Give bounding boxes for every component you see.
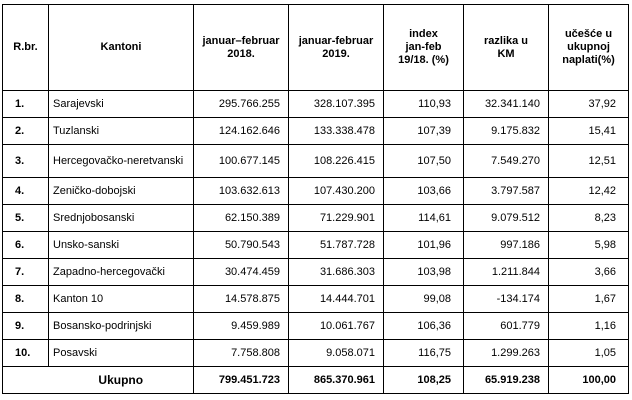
canton-name: Zapadno-hercegovački — [49, 259, 194, 286]
table-row — [3, 286, 629, 313]
share-value: 12,51 — [549, 145, 629, 178]
difference-value: 7.549.270 — [464, 145, 549, 178]
table-row — [3, 313, 629, 340]
value-2019: 108.226.415 — [289, 145, 384, 178]
value-2018: 100.677.145 — [194, 145, 289, 178]
index-value: 101,96 — [384, 232, 464, 259]
value-2018: 30.474.459 — [194, 259, 289, 286]
difference-value: 3.797.587 — [464, 178, 549, 205]
index-value: 103,98 — [384, 259, 464, 286]
row-number: 7. — [3, 259, 49, 286]
value-2018: 7.758.808 — [194, 340, 289, 367]
canton-name: Unsko-sanski — [49, 232, 194, 259]
row-number: 6. — [3, 232, 49, 259]
value-2019: 71.229.901 — [289, 205, 384, 232]
header-jan-feb-2019 — [289, 5, 384, 91]
value-2018: 124.162.646 — [194, 118, 289, 145]
value-2018: 9.459.989 — [194, 313, 289, 340]
difference-value: 9.079.512 — [464, 205, 549, 232]
share-value: 1,67 — [549, 286, 629, 313]
value-2019: 14.444.701 — [289, 286, 384, 313]
header-ucesce-line3: naplati(%) — [562, 54, 615, 66]
header-row — [3, 5, 629, 91]
row-number: 3. — [3, 145, 49, 178]
value-2018: 103.632.613 — [194, 178, 289, 205]
total-2019: 865.370.961 — [289, 367, 384, 394]
header-ucesce-line2: ukupnoj — [567, 41, 610, 53]
header-rbr: R.br. — [3, 5, 49, 91]
total-index: 108,25 — [384, 367, 464, 394]
table-row — [3, 205, 629, 232]
canton-name: Tuzlanski — [49, 118, 194, 145]
row-number: 10. — [3, 340, 49, 367]
value-2019: 328.107.395 — [289, 91, 384, 118]
header-kantoni: Kantoni — [49, 5, 194, 91]
value-2018: 62.150.389 — [194, 205, 289, 232]
canton-name: Hercegovačko-neretvanski — [49, 145, 194, 178]
table-body — [3, 91, 629, 367]
header-index-line2: jan-feb — [405, 41, 442, 53]
difference-value: 1.299.263 — [464, 340, 549, 367]
difference-value: 997.186 — [464, 232, 549, 259]
header-index-line3: 19/18. (%) — [398, 54, 449, 66]
canton-name: Posavski — [49, 340, 194, 367]
row-number: 4. — [3, 178, 49, 205]
header-jan-feb-2018-line1: januar–februar — [202, 34, 280, 47]
table-row — [3, 91, 629, 118]
index-value: 106,36 — [384, 313, 464, 340]
share-value: 5,98 — [549, 232, 629, 259]
share-value: 12,42 — [549, 178, 629, 205]
difference-value: 1.211.844 — [464, 259, 549, 286]
header-jan-feb-2019-line1: januar-februar — [298, 34, 374, 47]
difference-value: -134.174 — [464, 286, 549, 313]
difference-value: 32.341.140 — [464, 91, 549, 118]
table-header — [3, 5, 629, 91]
canton-name: Zeničko-dobojski — [49, 178, 194, 205]
difference-value: 601.779 — [464, 313, 549, 340]
value-2019: 51.787.728 — [289, 232, 384, 259]
total-2018: 799.451.723 — [194, 367, 289, 394]
header-jan-feb-2019-line2: 2019. — [322, 47, 350, 60]
value-2019: 10.061.767 — [289, 313, 384, 340]
table-row — [3, 232, 629, 259]
share-value: 3,66 — [549, 259, 629, 286]
header-index-line1: index — [409, 28, 438, 40]
total-row — [3, 367, 629, 394]
total-difference: 65.919.238 — [464, 367, 549, 394]
total-share: 100,00 — [549, 367, 629, 394]
header-razlika-line1: razlika u — [483, 34, 529, 47]
canton-name: Bosansko-podrinjski — [49, 313, 194, 340]
index-value: 107,39 — [384, 118, 464, 145]
index-value: 103,66 — [384, 178, 464, 205]
header-jan-feb-2018 — [194, 5, 289, 91]
table-row — [3, 259, 629, 286]
total-spacer — [3, 367, 49, 394]
value-2018: 50.790.543 — [194, 232, 289, 259]
index-value: 110,93 — [384, 91, 464, 118]
difference-value: 9.175.832 — [464, 118, 549, 145]
canton-name: Srednjobosanski — [49, 205, 194, 232]
value-2019: 9.058.071 — [289, 340, 384, 367]
table-row — [3, 340, 629, 367]
canton-name: Sarajevski — [49, 91, 194, 118]
share-value: 1,05 — [549, 340, 629, 367]
value-2019: 107.430.200 — [289, 178, 384, 205]
header-razlika-line2: KM — [497, 47, 515, 60]
row-number: 9. — [3, 313, 49, 340]
row-number: 1. — [3, 91, 49, 118]
total-label: Ukupno — [49, 367, 194, 394]
header-ucesce — [549, 5, 629, 91]
table-row — [3, 178, 629, 205]
revenue-by-canton-table — [2, 4, 629, 394]
header-jan-feb-2018-line2: 2018. — [227, 47, 255, 60]
index-value: 107,50 — [384, 145, 464, 178]
row-number: 5. — [3, 205, 49, 232]
index-value: 99,08 — [384, 286, 464, 313]
table-footer — [3, 367, 629, 394]
value-2019: 31.686.303 — [289, 259, 384, 286]
header-razlika — [464, 5, 549, 91]
share-value: 1,16 — [549, 313, 629, 340]
table-row — [3, 145, 629, 178]
table-row — [3, 118, 629, 145]
share-value: 37,92 — [549, 91, 629, 118]
value-2019: 133.338.478 — [289, 118, 384, 145]
share-value: 15,41 — [549, 118, 629, 145]
index-value: 114,61 — [384, 205, 464, 232]
header-index — [384, 5, 464, 91]
canton-name: Kanton 10 — [49, 286, 194, 313]
share-value: 8,23 — [549, 205, 629, 232]
value-2018: 295.766.255 — [194, 91, 289, 118]
index-value: 116,75 — [384, 340, 464, 367]
value-2018: 14.578.875 — [194, 286, 289, 313]
row-number: 8. — [3, 286, 49, 313]
header-ucesce-line1: učešće u — [564, 28, 613, 40]
row-number: 2. — [3, 118, 49, 145]
